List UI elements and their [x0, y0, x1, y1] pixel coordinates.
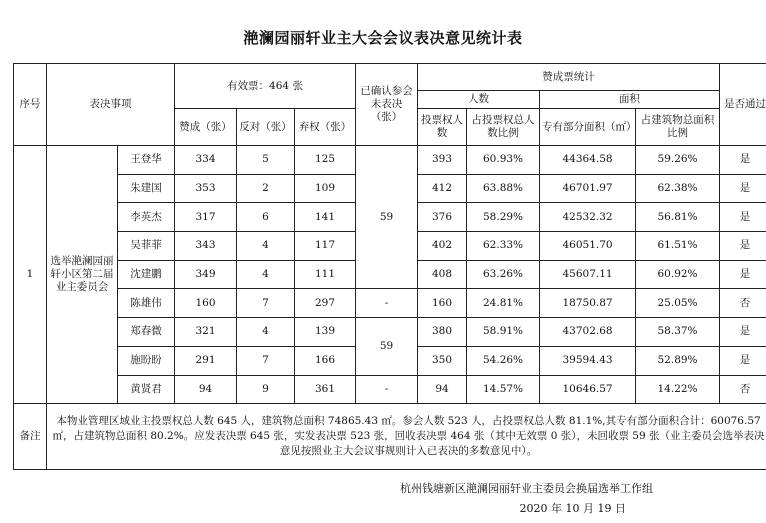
header-voters: 投票权人数 [418, 109, 467, 146]
area-ratio: 56.81% [636, 203, 720, 232]
oppose-count: 9 [237, 375, 295, 404]
exclusive-area: 44364.58 [540, 146, 636, 175]
voter-ratio: 58.29% [467, 203, 540, 232]
passed: 是 [720, 146, 766, 175]
exclusive-area: 42532.32 [540, 203, 636, 232]
passed: 否 [720, 289, 766, 318]
confirmed-count: - [356, 289, 418, 318]
area-ratio: 61.51% [636, 232, 720, 261]
vote-statistics-table [13, 63, 766, 470]
abstain-count: 361 [295, 375, 356, 404]
approve-count: 317 [175, 203, 237, 232]
header-confirmed: 已确认参会未表决（张） [356, 64, 418, 146]
voters-count: 350 [418, 346, 467, 375]
area-ratio: 52.89% [636, 346, 720, 375]
abstain-count: 109 [295, 174, 356, 203]
voter-ratio: 58.91% [467, 318, 540, 347]
area-ratio: 59.26% [636, 146, 720, 175]
area-ratio: 60.92% [636, 260, 720, 289]
area-ratio: 62.38% [636, 174, 720, 203]
candidate-name: 施盼盼 [118, 346, 175, 375]
table-row [14, 375, 766, 404]
voters-count: 408 [418, 260, 467, 289]
approve-count: 291 [175, 346, 237, 375]
exclusive-area: 43702.68 [540, 318, 636, 347]
header-abstain: 弃权（张） [295, 109, 356, 146]
candidate-name: 王登华 [118, 146, 175, 175]
voters-count: 402 [418, 232, 467, 261]
voter-ratio: 63.26% [467, 260, 540, 289]
area-ratio: 14.22% [636, 375, 720, 404]
confirmed-count: 59 [356, 146, 418, 289]
table-row [14, 146, 766, 175]
exclusive-area: 18750.87 [540, 289, 636, 318]
area-ratio: 25.05% [636, 289, 720, 318]
oppose-count: 4 [237, 260, 295, 289]
voter-ratio: 63.88% [467, 174, 540, 203]
oppose-count: 7 [237, 289, 295, 318]
table-row [14, 318, 766, 347]
note-row [14, 404, 766, 470]
voters-count: 380 [418, 318, 467, 347]
area-ratio: 58.37% [636, 318, 720, 347]
voter-ratio: 60.93% [467, 146, 540, 175]
abstain-count: 141 [295, 203, 356, 232]
approve-count: 321 [175, 318, 237, 347]
row-item: 选举滟澜园丽轩小区第二届业主委员会 [47, 146, 118, 404]
passed: 是 [720, 260, 766, 289]
approve-count: 94 [175, 375, 237, 404]
table-row [14, 289, 766, 318]
document-title: 滟澜园丽轩业主大会会议表决意见统计表 [243, 29, 523, 47]
header-approve-stats: 赞成票统计 [418, 64, 720, 91]
header-area: 面积 [540, 91, 720, 109]
header-valid-votes: 有效票：464 张 [175, 64, 356, 109]
voters-count: 376 [418, 203, 467, 232]
oppose-count: 6 [237, 203, 295, 232]
candidate-name: 黄贤君 [118, 375, 175, 404]
note-text: 本物业管理区域业主投票权总人数 645 人，建筑物总面积 74865.43 ㎡。参会人数 523 人，占投票权总人数 81.1%,其专有部分面积合计：60076.57 ㎡，占建筑物总面积 80.2%。应发表决票 645 张，实发表决票 523 张，回收表决票 464 张（其中无效票 0 张），未回收票 59 张（业主委员会选举表决意见按照业主大会议事规则计入已表决的多数意见中）。 [47, 404, 766, 470]
approve-count: 334 [175, 146, 237, 175]
footer-date: 2020 年 10 月 19 日 [519, 502, 626, 515]
abstain-count: 166 [295, 346, 356, 375]
approve-count: 353 [175, 174, 237, 203]
abstain-count: 125 [295, 146, 356, 175]
passed: 是 [720, 203, 766, 232]
note-label: 备注 [14, 404, 47, 470]
oppose-count: 7 [237, 346, 295, 375]
header-exclusive-area: 专有部分面积（㎡） [540, 109, 636, 146]
oppose-count: 4 [237, 232, 295, 261]
exclusive-area: 39594.43 [540, 346, 636, 375]
exclusive-area: 46051.70 [540, 232, 636, 261]
voter-ratio: 54.26% [467, 346, 540, 375]
oppose-count: 4 [237, 318, 295, 347]
row-seq: 1 [14, 146, 47, 404]
voter-ratio: 24.81% [467, 289, 540, 318]
confirmed-count: - [356, 375, 418, 404]
header-approve: 赞成（张） [175, 109, 237, 146]
abstain-count: 297 [295, 289, 356, 318]
exclusive-area: 46701.97 [540, 174, 636, 203]
header-item: 表决事项 [47, 64, 175, 146]
passed: 是 [720, 174, 766, 203]
candidate-name: 吴菲菲 [118, 232, 175, 261]
voters-count: 412 [418, 174, 467, 203]
voters-count: 94 [418, 375, 467, 404]
voters-count: 393 [418, 146, 467, 175]
candidate-name: 李英杰 [118, 203, 175, 232]
header-people: 人数 [418, 91, 540, 109]
header-passed: 是否通过 [720, 64, 766, 146]
voters-count: 160 [418, 289, 467, 318]
passed: 是 [720, 232, 766, 261]
confirmed-count: 59 [356, 318, 418, 375]
abstain-count: 139 [295, 318, 356, 347]
approve-count: 160 [175, 289, 237, 318]
passed: 是 [720, 346, 766, 375]
header-voter-ratio: 占投票权总人数比例 [467, 109, 540, 146]
footer-organization: 杭州钱塘新区滟澜园丽轩业主委员会换届选举工作组 [400, 482, 653, 495]
candidate-name: 郑春微 [118, 318, 175, 347]
header-oppose: 反对（张） [237, 109, 295, 146]
approve-count: 349 [175, 260, 237, 289]
candidate-name: 沈建鹏 [118, 260, 175, 289]
oppose-count: 2 [237, 174, 295, 203]
header-seq: 序号 [14, 64, 47, 146]
passed: 否 [720, 375, 766, 404]
candidate-name: 朱建国 [118, 174, 175, 203]
oppose-count: 5 [237, 146, 295, 175]
candidate-name: 陈雄伟 [118, 289, 175, 318]
header-area-ratio: 占建筑物总面积比例 [636, 109, 720, 146]
exclusive-area: 45607.11 [540, 260, 636, 289]
voter-ratio: 62.33% [467, 232, 540, 261]
approve-count: 343 [175, 232, 237, 261]
voter-ratio: 14.57% [467, 375, 540, 404]
abstain-count: 117 [295, 232, 356, 261]
abstain-count: 111 [295, 260, 356, 289]
passed: 是 [720, 318, 766, 347]
exclusive-area: 10646.57 [540, 375, 636, 404]
